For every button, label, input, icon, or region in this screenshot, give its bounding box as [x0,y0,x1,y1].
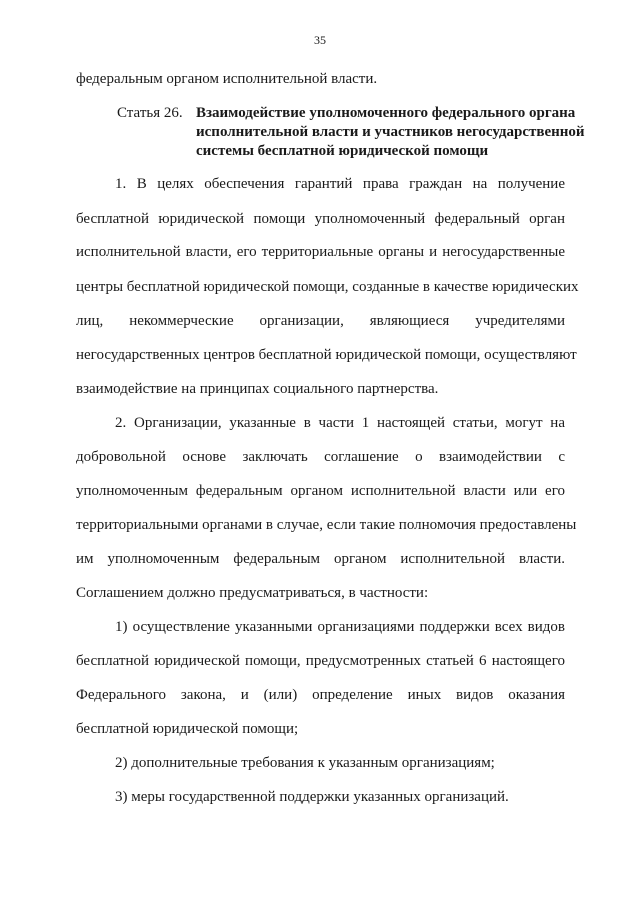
text-line: исполнительной власти, его территориальные органы и негосударственные [76,244,565,260]
article-title-line: Взаимодействие уполномоченного федерального органа [196,105,576,121]
continuation-line: федеральным органом исполнительной власти. [76,71,378,87]
text-line: негосударственных центров бесплатной юридической помощи, осуществляют [76,347,577,363]
text-line: территориальными органами в случае, если такие полномочия предоставлены [76,517,577,533]
page-number: 35 [314,33,326,47]
text-line: бесплатной юридической помощи, предусмотренных статьей 6 настоящего [76,653,565,669]
text-line: 2) дополнительные требования к указанным организациям; [115,755,495,771]
text-line: 1) осуществление указанными организациями поддержки всех видов [115,619,565,635]
text-line: Соглашением должно предусматриваться, в частности: [76,585,429,601]
text-line: уполномоченным федеральным органом исполнительной власти или его [76,483,565,499]
text-line: им уполномоченным федеральным органом исполнительной власти. [76,551,565,567]
article-title-line: системы бесплатной юридической помощи [196,143,489,159]
text-line: добровольной основе заключать соглашение о взаимодействии с [76,449,565,465]
article-title [196,104,585,161]
text-line: 3) меры государственной поддержки указанных организаций. [115,789,509,805]
text-line: лиц, некоммерческие организации, являющиеся учредителями [76,313,565,329]
text-line: центры бесплатной юридической помощи, созданные в качестве юридических [76,279,579,295]
text-line: 1. В целях обеспечения гарантий права граждан на получение [115,176,565,192]
article-title-line: исполнительной власти и участников негосударственной [196,124,585,140]
text-line: 2. Организации, указанные в части 1 настоящей статьи, могут на [115,415,565,431]
text-line: бесплатной юридической помощи уполномоченный федеральный орган [76,211,565,227]
text-line: Федерального закона, и (или) определение иных видов оказания [76,687,565,703]
text-line: бесплатной юридической помощи; [76,721,299,737]
text-line: взаимодействие на принципах социального партнерства. [76,381,439,397]
article-label: Статья 26. [117,105,183,121]
